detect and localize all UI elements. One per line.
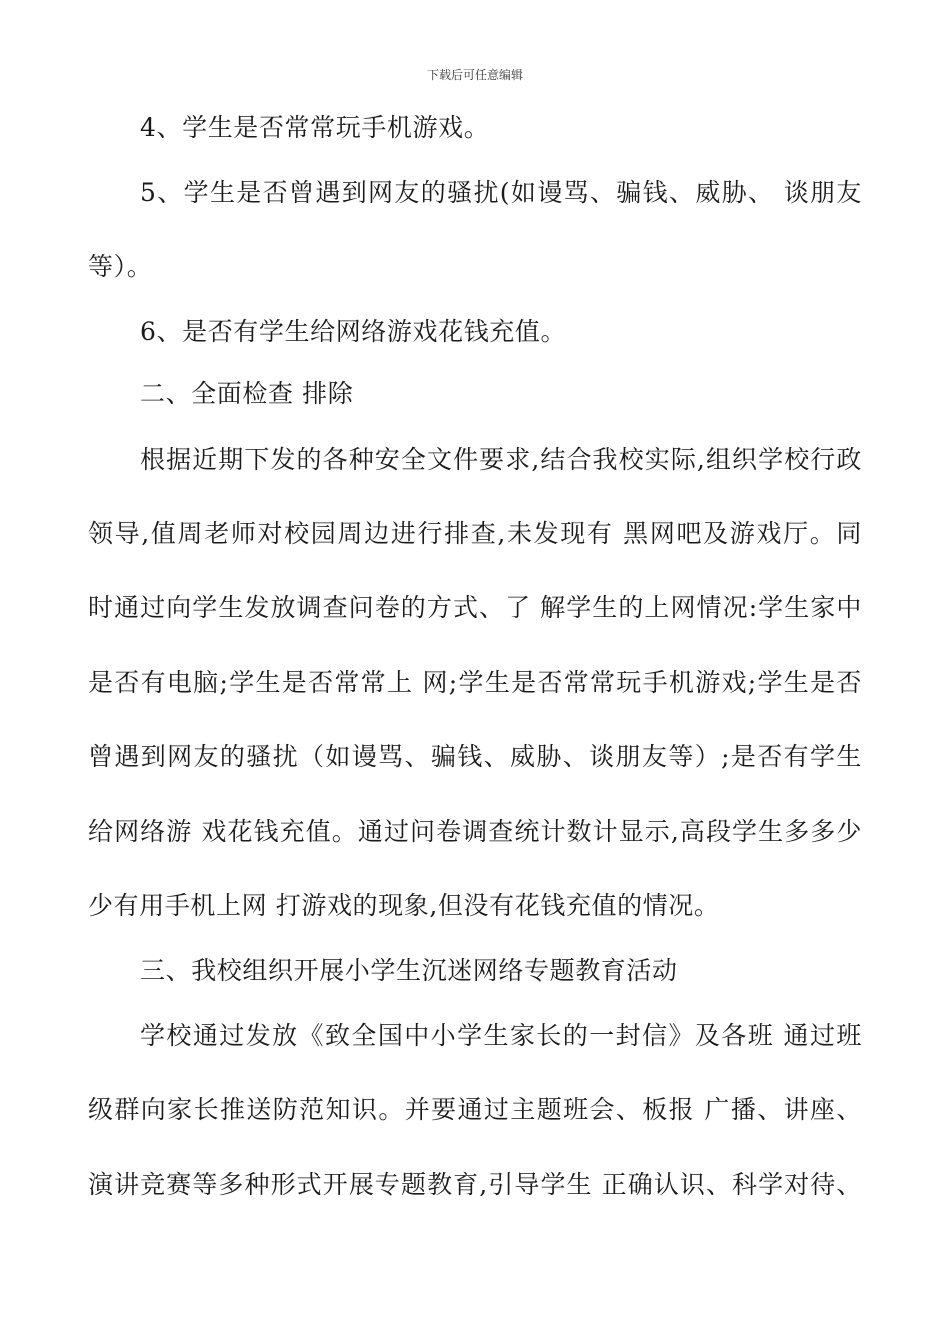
section-heading: 三、我校组织开展小学生沉迷网络专题教育活动: [140, 956, 678, 985]
text-line: 4、学生是否常常玩手机游戏。: [140, 113, 490, 142]
text-line: 5、学生是否曾遇到网友的骚扰(如谩骂、骗钱、威胁、 谈朋友: [140, 178, 862, 207]
text-line: 演讲竞赛等多种形式开展专题教育,引导学生 正确认识、科学对待、: [88, 1170, 862, 1199]
text-line: 时通过向学生发放调查问卷的方式、了 解学生的上网情况:学生家中: [88, 593, 862, 622]
text-line: 等）。: [88, 252, 153, 281]
text-line: 是否有电脑;学生是否常常上 网;学生是否常常玩手机游戏;学生是否: [88, 668, 862, 697]
text-line: 学校通过发放《致全国中小学生家长的一封信》及各班 通过班: [140, 1021, 862, 1050]
text-line: 根据近期下发的各种安全文件要求,结合我校实际,组织学校行政: [140, 445, 862, 474]
text-line: 少有用手机上网 打游戏的现象,但没有花钱充值的情况。: [88, 891, 720, 920]
text-line: 给网络游 戏花钱充值。通过问卷调查统计数计显示,高段学生多多少: [88, 817, 862, 846]
text-line: 领导,值周老师对校园周边进行排查,未发现有 黑网吧及游戏厅。同: [88, 519, 862, 548]
text-line: 曾遇到网友的骚扰（如谩骂、骗钱、威胁、谈朋友等）;是否有学生: [88, 742, 862, 771]
text-line: 6、是否有学生给网络游戏花钱充值。: [140, 317, 567, 346]
text-line: 级群向家长推送防范知识。并要通过主题班会、板报 广播、讲座、: [88, 1095, 862, 1124]
page-header: 下载后可任意编辑: [426, 68, 523, 82]
section-heading: 二、全面检查 排除: [140, 379, 354, 408]
